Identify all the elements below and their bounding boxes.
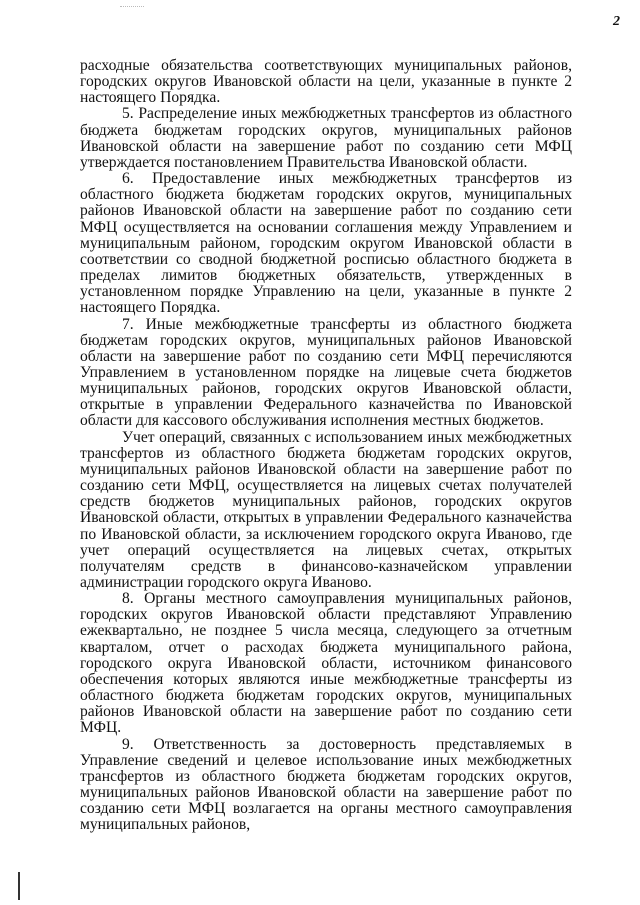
paragraph-clause-8: 8. Органы местного самоуправления муниципальных районов, городских округов Ивановской области представляют Управлению ежеквартально, не позднее 5 числа месяца, следующего за отчетным кварталом, отчет о расходах бюджета муниципального района, городского округа Ивановской области, источником финансового обеспечения которых являются иные межбюджетные трансферты из областного бюджета бюджетам городских округов, муниципальных районов Ивановской области на завершение работ по созданию сети МФЦ. <box>80 590 572 737</box>
scan-artifact <box>120 6 144 9</box>
paragraph-clause-9: 9. Ответственность за достоверность представляемых в Управление сведений и целевое использование иных межбюджетных трансфертов из областного бюджета бюджетам городских округов, муниципальных районов Ивановской области на завершение работ по созданию сети МФЦ возлагается на органы местного самоуправления муниципальных районов, <box>80 735 572 834</box>
paragraph-accounting: Учет операций, связанных с использованием иных межбюджетных трансфертов из областного бюджета бюджетам городских округов, муниципальных районов Ивановской области на завершение работ по созданию сети МФЦ, осуществляется на лицевых счетах получателей средств бюджетов муниципальных районов, городских округов Ивановской области, открытых в управлении Федерального казначейства по Ивановской области, за исключением городского округа Иваново, где учет операций осуществляется на лицевых счетах, открытых получателям средств в финансово-казначейском управлении администрации городского округа Иваново. <box>80 428 572 591</box>
paragraph-continuation: расходные обязательства соответствующих муниципальных районов, городских округов Ивановской области на цели, указанные в пункте 2 настоящего Порядка. <box>80 57 572 107</box>
page-number: 2 <box>613 14 620 29</box>
document-body <box>80 58 572 834</box>
paragraph-clause-7: 7. Иные межбюджетные трансферты из областного бюджета бюджетам городских округов, муниципальных районов Ивановской области на завершение работ по созданию сети МФЦ перечисляются Управлением в установленном порядке на лицевые счета бюджетов муниципальных районов, городских округов Ивановской области, открытые в управлении Федерального казначейства по Ивановской области для кассового обслуживания исполнения местных бюджетов. <box>80 315 572 430</box>
paragraph-clause-5: 5. Распределение иных межбюджетных трансфертов из областного бюджета бюджетам городских округов, муниципальных районов Ивановской области на завершение работ по созданию сети МФЦ утверждается постановлением Правительства Ивановской области. <box>80 105 572 171</box>
paragraph-clause-6: 6. Предоставление иных межбюджетных трансфертов из областного бюджета бюджетам городских округов, муниципальных районов Ивановской области на завершение работ по созданию сети МФЦ осуществляется на основании соглашения между Управлением и муниципальным районом, городским округом Ивановской области в соответствии со сводной бюджетной росписью областного бюджета в пределах лимитов бюджетных обязательств, утвержденных в установленном порядке Управлению на цели, указанные в пункте 2 настоящего Порядка. <box>80 170 572 317</box>
scan-edge-mark <box>18 872 20 900</box>
